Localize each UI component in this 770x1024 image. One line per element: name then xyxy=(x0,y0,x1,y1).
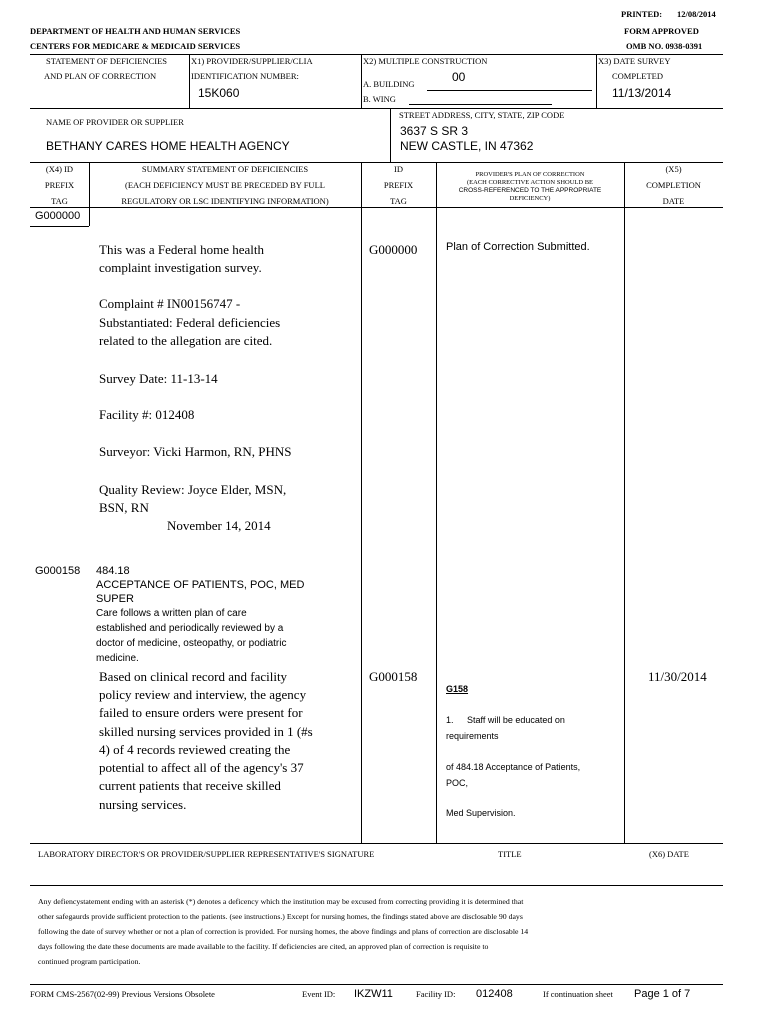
plan-item-number: 1. xyxy=(446,715,454,725)
page-number: Page 1 of 7 xyxy=(634,988,691,1000)
plan-header-3: CROSS-REFERENCED TO THE APPROPRIATE xyxy=(458,187,602,194)
finding-line-6: potential to affect all of the agency's 37 xyxy=(99,760,304,775)
id-label: ID xyxy=(394,164,403,174)
x4-tag-label: TAG xyxy=(51,196,68,206)
provider-id-value: 15K060 xyxy=(198,86,240,100)
event-id-value: IKZW11 xyxy=(354,988,393,1000)
form-number: FORM CMS-2567(02-99) Previous Versions Obsolete xyxy=(30,989,215,999)
signature-label: LABORATORY DIRECTOR'S OR PROVIDER/SUPPLIER REPRESENTATIVE'S SIGNATURE xyxy=(38,849,375,859)
finding-line-3: failed to ensure orders were present for xyxy=(99,705,303,720)
regulation-text-2: established and periodically reviewed by a xyxy=(96,623,284,634)
summary-header-3: REGULATORY OR LSC IDENTIFYING INFORMATION) xyxy=(121,196,329,206)
address-label: STREET ADDRESS, CITY, STATE, ZIP CODE xyxy=(399,110,565,120)
finding-line-2: policy review and interview, the agency xyxy=(99,687,307,702)
summary-header-1: SUMMARY STATEMENT OF DEFICIENCIES xyxy=(141,164,309,174)
complaint-line-2: Substantiated: Federal deficiencies xyxy=(99,315,281,330)
address-line-2: NEW CASTLE, IN 47362 xyxy=(400,139,534,153)
statement-label-2: AND PLAN OF CORRECTION xyxy=(44,71,157,81)
plan-text-5: Med Supervision. xyxy=(446,808,516,818)
disclaimer-line-3: following the date of survey whether or not a plan of correction is provided. For nursing homes, the above findings and plans of correction are disclosable 14 xyxy=(38,927,529,936)
facility-id-label: Facility ID: xyxy=(416,989,456,999)
x5-label: (X5) xyxy=(665,164,682,174)
disclaimer-line-4: days following the date these documents are made available to the facility. If deficiencies are cited, an approved plan of correction is requisite to xyxy=(38,942,489,951)
quality-review-1: Quality Review: Joyce Elder, MSN, xyxy=(99,482,287,497)
wing-label: B. WING xyxy=(363,94,396,104)
x4-id-label: (X4) ID xyxy=(45,164,74,174)
x2-label: X2) MULTIPLE CONSTRUCTION xyxy=(363,56,488,66)
address-line-1: 3637 S SR 3 xyxy=(400,124,469,138)
disclaimer-line-2: other safegaurds provide sufficient protection to the patients. (see instructions.) Except for nursing homes, the findings stated above are disclosable 90 days xyxy=(38,912,523,921)
statement-label-1: STATEMENT OF DEFICIENCIES xyxy=(46,56,168,66)
event-id-label: Event ID: xyxy=(302,989,336,999)
building-label: A. BUILDING xyxy=(363,79,415,89)
provider-name-value: BETHANY CARES HOME HEALTH AGENCY xyxy=(46,139,290,153)
prefix-tag-2: G000158 xyxy=(35,565,81,577)
regulation-text-4: medicine. xyxy=(96,653,139,664)
disclaimer-line-1: Any defiencystatement ending with an asterisk (*) denotes a deficency which the institution may be excused from correcting providing it is determined that xyxy=(38,897,524,906)
building-value: 00 xyxy=(452,70,466,84)
regulation-text-3: doctor of medicine, osteopathy, or podiatric xyxy=(96,638,287,649)
regulation-title-1: ACCEPTANCE OF PATIENTS, POC, MED xyxy=(96,579,305,591)
finding-line-5: 4) of 4 records reviewed creating the xyxy=(99,742,291,757)
plan-text-4: POC, xyxy=(446,778,469,788)
finding-line-4: skilled nursing services provided in 1 (#s xyxy=(99,724,313,739)
plan-header-1: PROVIDER'S PLAN OF CORRECTION xyxy=(475,171,585,178)
prefix-tag-1: G000000 xyxy=(35,210,81,222)
continuation-label: If continuation sheet xyxy=(543,989,613,999)
x5-completion-label: COMPLETION xyxy=(646,180,701,190)
id-prefix-label: PREFIX xyxy=(383,180,414,190)
omb-number: OMB NO. 0938-0391 xyxy=(626,41,703,51)
finding-line-1: Based on clinical record and facility xyxy=(99,669,288,684)
regulation-number: 484.18 xyxy=(96,565,130,577)
intro-line-2: complaint investigation survey. xyxy=(99,260,262,275)
printed-date: 12/08/2014 xyxy=(677,9,716,19)
form-approved: FORM APPROVED xyxy=(624,26,699,36)
quality-review-date: November 14, 2014 xyxy=(167,518,271,533)
id-prefix-tag-1: G000000 xyxy=(369,242,418,257)
x1-label-2: IDENTIFICATION NUMBER: xyxy=(191,71,299,81)
finding-line-8: nursing services. xyxy=(99,797,187,812)
disclaimer xyxy=(38,894,528,969)
title-label: TITLE xyxy=(498,849,522,859)
department-name: DEPARTMENT OF HEALTH AND HUMAN SERVICES xyxy=(30,26,241,36)
x4-prefix-label: PREFIX xyxy=(44,180,75,190)
plan-of-correction-1: Plan of Correction Submitted. xyxy=(446,241,590,253)
x3-label-2: COMPLETED xyxy=(612,71,663,81)
disclaimer-line-5: continued program participation. xyxy=(38,957,141,966)
facility-number: Facility #: 012408 xyxy=(99,407,195,422)
date-label: (X6) DATE xyxy=(649,849,689,859)
centers-name: CENTERS FOR MEDICARE & MEDICAID SERVICES xyxy=(30,41,241,51)
x3-label-1: X3) DATE SURVEY xyxy=(598,56,671,66)
id-prefix-tag-2: G000158 xyxy=(369,669,418,684)
complaint-line-1: Complaint # IN00156747 - xyxy=(99,296,241,311)
regulation-text-1: Care follows a written plan of care xyxy=(96,608,247,619)
provider-name-label: NAME OF PROVIDER OR SUPPLIER xyxy=(46,117,184,127)
survey-completed-date: 11/13/2014 xyxy=(612,86,672,100)
x1-label-1: X1) PROVIDER/SUPPLIER/CLIA xyxy=(191,56,313,66)
quality-review-2: BSN, RN xyxy=(99,500,149,515)
facility-id-value: 012408 xyxy=(476,988,513,1000)
plan-text-3: of 484.18 Acceptance of Patients, xyxy=(446,762,581,772)
printed-label: PRINTED: xyxy=(621,9,663,19)
finding-line-7: current patients that receive skilled xyxy=(99,778,281,793)
plan-header-2: (EACH CORRECTIVE ACTION SHOULD BE xyxy=(466,179,594,186)
survey-date: Survey Date: 11-13-14 xyxy=(99,371,218,386)
summary-header-2: (EACH DEFICIENCY MUST BE PRECEDED BY FULL xyxy=(125,180,325,190)
plan-text-2: requirements xyxy=(446,731,499,741)
plan-tag-g158: G158 xyxy=(446,684,469,694)
id-tag-label: TAG xyxy=(390,196,407,206)
completion-date-2: 11/30/2014 xyxy=(648,669,707,684)
plan-header-4: DEFICIENCY) xyxy=(509,195,551,202)
plan-text-1: Staff will be educated on xyxy=(467,715,565,725)
x5-date-label: DATE xyxy=(662,196,685,206)
complaint-line-3: related to the allegation are cited. xyxy=(99,333,273,348)
regulation-title-2: SUPER xyxy=(96,593,134,605)
intro-line-1: This was a Federal home health xyxy=(99,242,264,257)
surveyor: Surveyor: Vicki Harmon, RN, PHNS xyxy=(99,444,292,459)
